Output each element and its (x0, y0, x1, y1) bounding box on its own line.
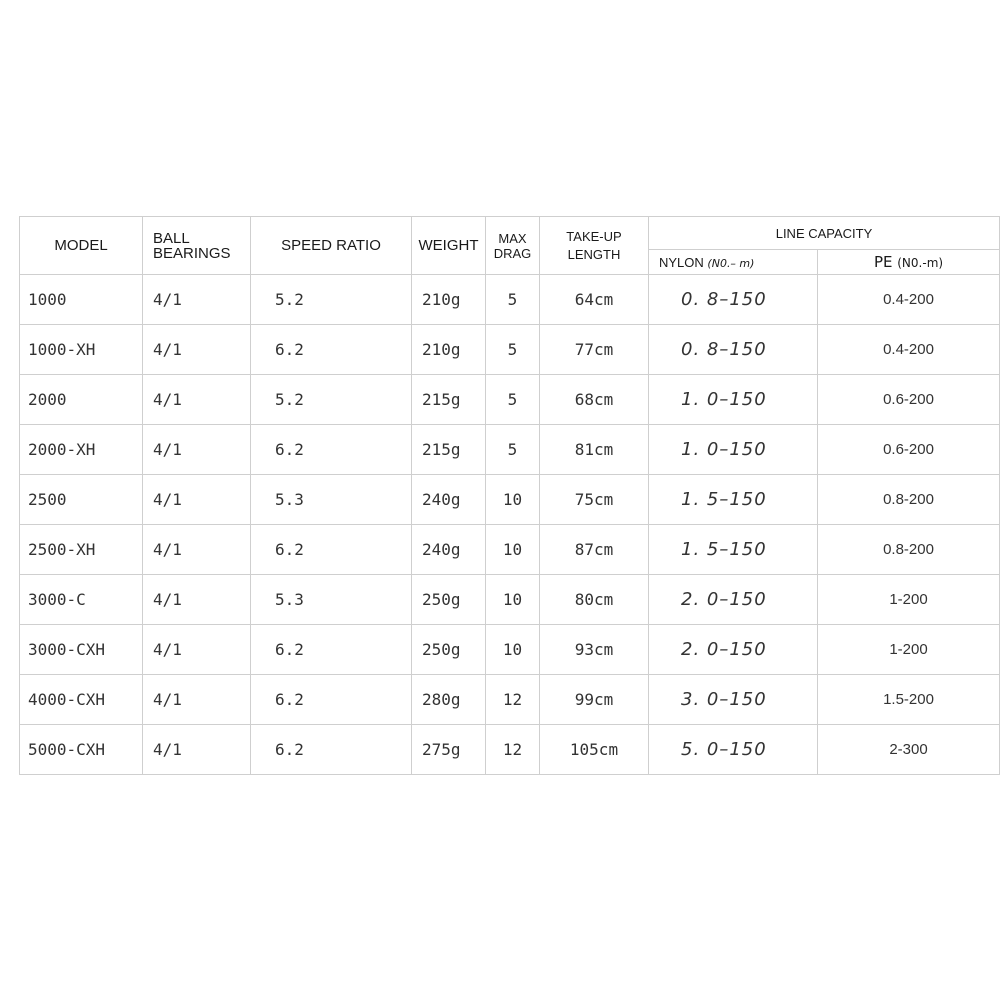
reel-spec-table (19, 216, 1000, 775)
header-weight: WEIGHT (412, 217, 486, 275)
cell-model: 2500-XH (20, 525, 143, 575)
cell-speed-ratio: 5.2 (251, 375, 412, 425)
cell-model: 2000-XH (20, 425, 143, 475)
cell-weight: 215g (412, 375, 486, 425)
cell-ball-bearings: 4/1 (143, 725, 251, 775)
header-line-capacity: LINE CAPACITY (649, 217, 1000, 250)
cell-nylon-capacity: 0. 8–150 (649, 325, 818, 375)
cell-nylon-capacity: 1. 5–150 (649, 475, 818, 525)
cell-max-drag: 10 (486, 575, 540, 625)
cell-pe-capacity: 1-200 (818, 575, 1000, 625)
cell-ball-bearings: 4/1 (143, 625, 251, 675)
cell-take-up-length: 81cm (540, 425, 649, 475)
table-row (20, 475, 1000, 525)
cell-ball-bearings: 4/1 (143, 475, 251, 525)
cell-nylon-capacity: 0. 8–150 (649, 275, 818, 325)
cell-nylon-capacity: 2. 0–150 (649, 575, 818, 625)
cell-ball-bearings: 4/1 (143, 275, 251, 325)
cell-speed-ratio: 6.2 (251, 675, 412, 725)
cell-ball-bearings: 4/1 (143, 525, 251, 575)
header-nylon: NYLON (N0.– m) (649, 250, 818, 275)
cell-speed-ratio: 6.2 (251, 725, 412, 775)
cell-nylon-capacity: 1. 0–150 (649, 375, 818, 425)
cell-pe-capacity: 1.5-200 (818, 675, 1000, 725)
cell-model: 3000-CXH (20, 625, 143, 675)
cell-ball-bearings: 4/1 (143, 425, 251, 475)
cell-speed-ratio: 5.3 (251, 475, 412, 525)
cell-weight: 275g (412, 725, 486, 775)
cell-model: 3000-C (20, 575, 143, 625)
cell-model: 4000-CXH (20, 675, 143, 725)
cell-max-drag: 5 (486, 275, 540, 325)
cell-model: 1000 (20, 275, 143, 325)
cell-speed-ratio: 6.2 (251, 425, 412, 475)
cell-max-drag: 12 (486, 675, 540, 725)
cell-pe-capacity: 0.6-200 (818, 425, 1000, 475)
cell-take-up-length: 93cm (540, 625, 649, 675)
table-row (20, 525, 1000, 575)
cell-max-drag: 5 (486, 325, 540, 375)
cell-model: 2500 (20, 475, 143, 525)
cell-take-up-length: 80cm (540, 575, 649, 625)
cell-speed-ratio: 5.3 (251, 575, 412, 625)
cell-pe-capacity: 0.4-200 (818, 325, 1000, 375)
table-row (20, 625, 1000, 675)
cell-weight: 240g (412, 475, 486, 525)
cell-speed-ratio: 6.2 (251, 325, 412, 375)
cell-take-up-length: 77cm (540, 325, 649, 375)
cell-weight: 210g (412, 325, 486, 375)
header-speed-ratio: SPEED RATIO (251, 217, 412, 275)
table-row (20, 275, 1000, 325)
cell-take-up-length: 75cm (540, 475, 649, 525)
table-header (20, 217, 1000, 275)
cell-model: 2000 (20, 375, 143, 425)
cell-pe-capacity: 0.6-200 (818, 375, 1000, 425)
cell-nylon-capacity: 5. 0–150 (649, 725, 818, 775)
table-row (20, 325, 1000, 375)
cell-ball-bearings: 4/1 (143, 375, 251, 425)
cell-weight: 210g (412, 275, 486, 325)
cell-nylon-capacity: 1. 5–150 (649, 525, 818, 575)
cell-model: 5000-CXH (20, 725, 143, 775)
cell-model: 1000-XH (20, 325, 143, 375)
table-row (20, 675, 1000, 725)
header-model: MODEL (20, 217, 143, 275)
cell-take-up-length: 99cm (540, 675, 649, 725)
cell-take-up-length: 105cm (540, 725, 649, 775)
table-body (20, 275, 1000, 775)
cell-weight: 215g (412, 425, 486, 475)
cell-max-drag: 10 (486, 525, 540, 575)
table-row (20, 375, 1000, 425)
cell-weight: 250g (412, 625, 486, 675)
cell-max-drag: 10 (486, 475, 540, 525)
cell-max-drag: 10 (486, 625, 540, 675)
cell-pe-capacity: 2-300 (818, 725, 1000, 775)
table-row (20, 725, 1000, 775)
cell-max-drag: 5 (486, 425, 540, 475)
cell-nylon-capacity: 2. 0–150 (649, 625, 818, 675)
cell-pe-capacity: 0.8-200 (818, 475, 1000, 525)
cell-take-up-length: 87cm (540, 525, 649, 575)
cell-ball-bearings: 4/1 (143, 575, 251, 625)
cell-ball-bearings: 4/1 (143, 325, 251, 375)
cell-speed-ratio: 6.2 (251, 625, 412, 675)
table-row (20, 425, 1000, 475)
cell-speed-ratio: 5.2 (251, 275, 412, 325)
cell-max-drag: 5 (486, 375, 540, 425)
header-ball-bearings: BALL BEARINGS (143, 217, 251, 275)
cell-weight: 240g (412, 525, 486, 575)
cell-weight: 280g (412, 675, 486, 725)
cell-pe-capacity: 0.4-200 (818, 275, 1000, 325)
table-row (20, 575, 1000, 625)
header-take-up-length: TAKE-UP LENGTH (540, 217, 649, 275)
cell-nylon-capacity: 3. 0–150 (649, 675, 818, 725)
cell-ball-bearings: 4/1 (143, 675, 251, 725)
header-max-drag: MAX DRAG (486, 217, 540, 275)
header-pe: PE (N0.-m) (818, 250, 1000, 275)
cell-speed-ratio: 6.2 (251, 525, 412, 575)
cell-weight: 250g (412, 575, 486, 625)
cell-pe-capacity: 1-200 (818, 625, 1000, 675)
cell-take-up-length: 68cm (540, 375, 649, 425)
cell-pe-capacity: 0.8-200 (818, 525, 1000, 575)
cell-max-drag: 12 (486, 725, 540, 775)
cell-nylon-capacity: 1. 0–150 (649, 425, 818, 475)
cell-take-up-length: 64cm (540, 275, 649, 325)
